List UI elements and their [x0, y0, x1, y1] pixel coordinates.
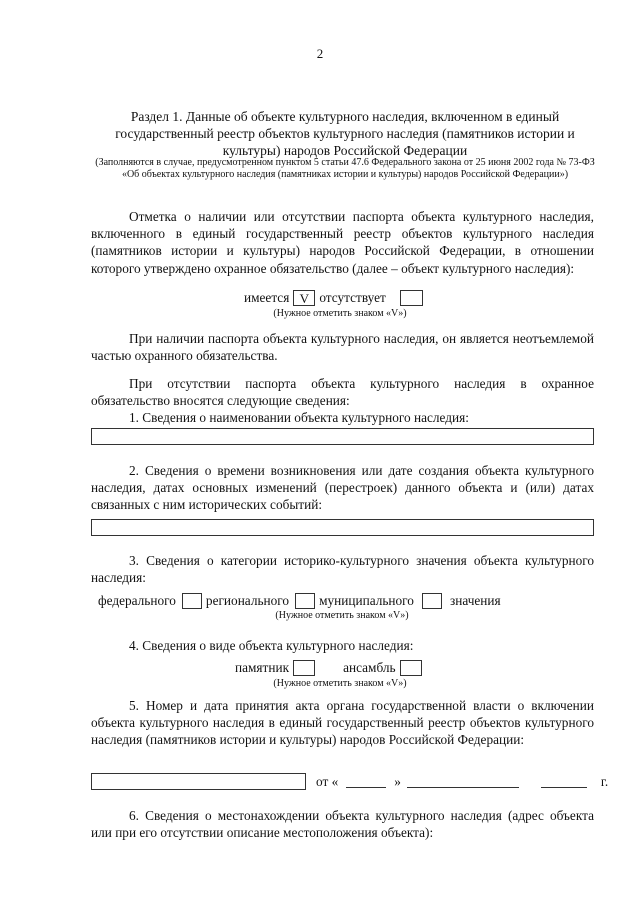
- act-year-field[interactable]: [541, 775, 587, 788]
- passport-paragraph: Отметка о наличии или отсутствии паспорта объекта культурного наследия, включенного в единый государственный реестр объектов культурного наследия (памятников истории и культуры) народов Российской Федерации, в отношении которого утверждено охранное обязательство (далее – объект культурного наследия):: [91, 209, 594, 276]
- item1-name-field[interactable]: [91, 428, 594, 445]
- category-regional-checkbox[interactable]: [295, 593, 315, 609]
- item4-note: (Нужное отметить знаком «V»): [273, 678, 407, 689]
- item3-category-row: [98, 593, 501, 609]
- type-monument-checkbox[interactable]: [293, 660, 315, 676]
- category-federal-checkbox[interactable]: [182, 593, 202, 609]
- item2-label: 2. Сведения о времени возникновения или дате создания объекта культурного наследия, датах основных изменений (перестроек) данного объекта и (или) датах связанных с ним исторических событий:: [91, 463, 594, 513]
- passport-has-checkbox[interactable]: V: [293, 290, 315, 306]
- category-significance-label: значения: [449, 593, 501, 608]
- item5-act-row: [91, 773, 608, 790]
- category-municipal-checkbox[interactable]: [422, 593, 442, 609]
- act-day-field[interactable]: [346, 775, 386, 788]
- passport-present-paragraph: При наличии паспорта объекта культурного наследия, он является неотъемлемой частью охранного обязательства.: [91, 331, 594, 364]
- item4-label: 4. Сведения о виде объекта культурного наследия:: [129, 638, 414, 653]
- passport-choice-row: [244, 290, 427, 306]
- type-ensemble-label: ансамбль: [343, 660, 396, 675]
- category-municipal-label: муниципального: [319, 593, 414, 608]
- act-quote-close: »: [394, 773, 401, 789]
- item3-label: 3. Сведения о категории историко-культурного значения объекта культурного наследия:: [91, 553, 594, 586]
- act-year-suffix: г.: [600, 773, 609, 789]
- item4-type-row: [235, 660, 426, 676]
- item5-label: 5. Номер и дата принятия акта органа государственной власти о включении объекта культурного наследия в единый государственный реестр объектов культурного наследия (памятников истории и культуры) народов Российской Федерации:: [91, 698, 594, 748]
- item2-dates-field[interactable]: [91, 519, 594, 536]
- type-ensemble-checkbox[interactable]: [400, 660, 422, 676]
- page-number: 2: [316, 46, 324, 61]
- passport-absent-paragraph: При отсутствии паспорта объекта культурного наследия в охранное обязательство вносятся следующие сведения:: [91, 376, 594, 409]
- section-note: (Заполняются в случае, предусмотренном пунктом 5 статьи 47.6 Федерального закона от 25 июня 2002 года № 73-ФЗ «Об объектах культурного наследия (памятниках истории и культуры) народов Российской Федерации»): [95, 157, 595, 180]
- passport-has-label: имеется: [244, 290, 290, 305]
- act-number-field[interactable]: [91, 773, 306, 790]
- item3-note: (Нужное отметить знаком «V»): [275, 610, 409, 621]
- act-month-field[interactable]: [407, 775, 519, 788]
- item1-label: 1. Сведения о наименовании объекта культурного наследия:: [129, 410, 469, 425]
- act-from-label: от «: [316, 773, 339, 789]
- passport-note: (Нужное отметить знаком «V»): [273, 308, 407, 319]
- passport-absent-checkbox[interactable]: [400, 290, 423, 306]
- category-regional-label: регионального: [205, 593, 290, 608]
- category-federal-label: федерального: [98, 593, 176, 608]
- section-title: Раздел 1. Данные об объекте культурного наследия, включенном в единый государственный реестр объектов культурного наследия (памятников истории и культуры) народов Российской Федерации: [115, 109, 575, 158]
- item6-label: 6. Сведения о местонахождении объекта культурного наследия (адрес объекта или при его отсутствии описание местоположения объекта):: [91, 808, 594, 841]
- type-monument-label: памятник: [235, 660, 290, 675]
- passport-absent-label: отсутствует: [319, 290, 386, 305]
